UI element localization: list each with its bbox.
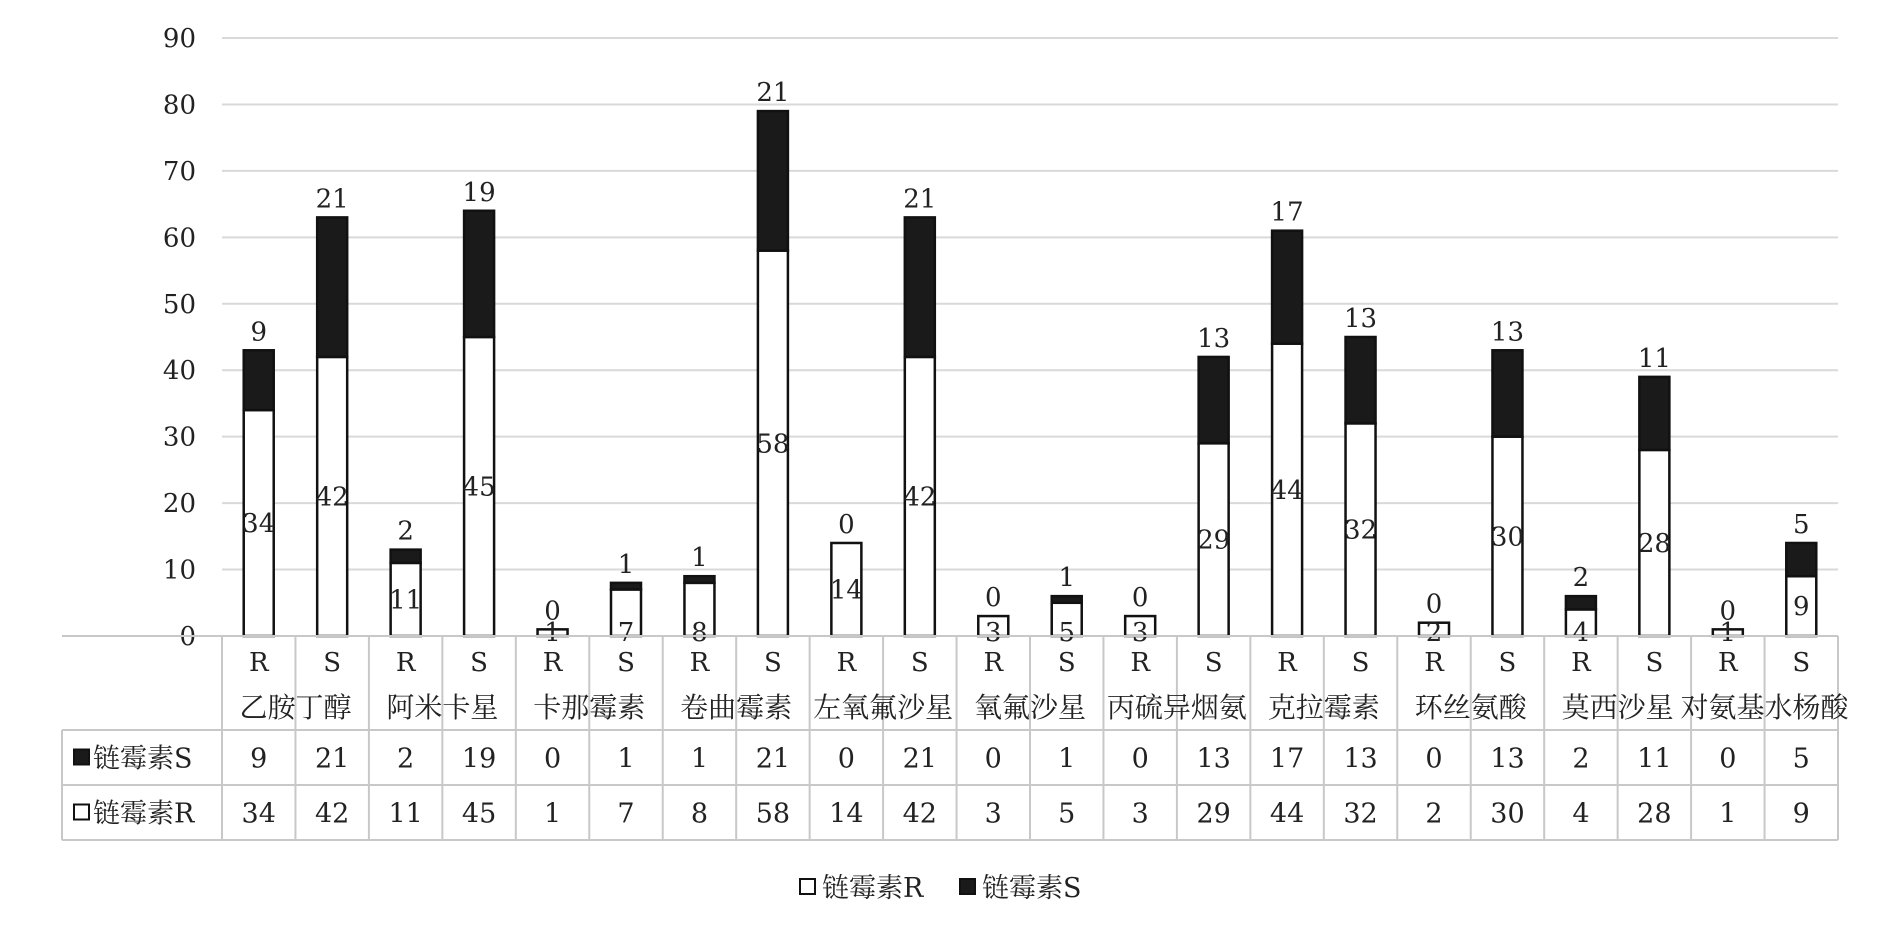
table-cell: 1	[617, 743, 635, 775]
data-label-s: 1	[617, 549, 635, 580]
table-cell: 45	[461, 798, 497, 830]
y-tick-label: 40	[162, 356, 196, 387]
table-cell: 2	[1425, 798, 1443, 830]
table-cell: 42	[902, 798, 937, 830]
table-cell: 58	[755, 798, 791, 830]
bar-segment-s	[611, 583, 641, 590]
data-label-r: 1	[544, 618, 561, 648]
data-label-r: 28	[1637, 528, 1671, 559]
data-label-r: 44	[1270, 475, 1304, 506]
category-label: R	[1130, 648, 1150, 678]
category-label: R	[689, 648, 710, 678]
table-cell: 13	[1343, 743, 1378, 775]
table-cell: 30	[1490, 798, 1525, 830]
bar-segment-s	[391, 550, 421, 563]
category-label: R	[1718, 648, 1738, 678]
y-tick-label: 30	[162, 422, 196, 453]
table-cell: 13	[1196, 743, 1231, 775]
y-tick-label: 70	[162, 156, 196, 187]
table-cell: 11	[1637, 743, 1672, 775]
table-cell: 7	[617, 798, 635, 830]
data-label-r: 42	[315, 482, 349, 513]
data-label-s: 0	[984, 583, 1002, 614]
table-cell: 0	[837, 743, 855, 775]
group-label: 克拉霉素	[1267, 691, 1380, 724]
bar-segment-s	[758, 111, 788, 251]
category-label: S	[1204, 648, 1223, 678]
category-label: S	[617, 648, 635, 678]
legend	[800, 873, 1082, 904]
table-cell: 21	[315, 743, 350, 775]
table-cell: 21	[902, 743, 937, 775]
y-tick-label: 50	[162, 289, 196, 320]
table-cell: 0	[984, 743, 1002, 775]
data-label-s: 13	[1490, 317, 1525, 348]
data-label-r: 29	[1197, 525, 1231, 556]
data-label-r: 1	[1719, 618, 1737, 648]
category-label: S	[1792, 648, 1811, 678]
table-cell: 9	[1792, 798, 1810, 830]
data-table	[62, 636, 1850, 840]
legend-label: 链霉素R	[822, 873, 924, 904]
y-tick-label: 20	[162, 489, 196, 520]
bar-segment-s	[317, 217, 347, 357]
group-label: 阿米卡星	[386, 691, 499, 724]
table-row-label: 链霉素S	[93, 743, 193, 775]
data-label-s: 0	[838, 509, 855, 540]
data-label-r: 9	[1792, 592, 1810, 623]
y-tick-label: 80	[162, 90, 196, 121]
data-label-r: 32	[1343, 515, 1378, 546]
table-cell: 1	[690, 743, 709, 775]
data-label-s: 21	[903, 184, 937, 215]
category-label: R	[836, 648, 857, 678]
data-label-s: 21	[315, 184, 349, 215]
table-cell: 32	[1343, 798, 1378, 830]
bar-segment-s	[1566, 596, 1596, 609]
category-label: R	[983, 648, 1004, 678]
bar-segment-s	[1199, 357, 1229, 443]
data-label-s: 9	[250, 317, 268, 348]
y-tick-label: 90	[162, 24, 196, 54]
data-label-s: 1	[1058, 563, 1076, 594]
table-cell: 0	[1719, 743, 1737, 775]
data-label-s: 21	[756, 78, 790, 109]
data-label-s: 13	[1343, 304, 1378, 334]
table-cell: 9	[250, 743, 268, 775]
table-cell: 44	[1269, 798, 1305, 830]
group-label: 乙胺丁醇	[239, 691, 352, 724]
category-label: S	[1351, 648, 1370, 678]
table-cell: 2	[1572, 743, 1590, 775]
group-label: 卷曲霉素	[680, 691, 793, 724]
y-tick-label: 10	[162, 555, 196, 586]
data-label-r: 45	[462, 472, 496, 503]
table-cell: 0	[543, 743, 562, 775]
data-label-r: 8	[691, 618, 708, 648]
category-label: R	[1277, 648, 1297, 678]
table-legend-key	[74, 805, 89, 820]
data-label-s: 2	[397, 516, 414, 547]
table-cell: 1	[1058, 743, 1076, 775]
bar-segment-s	[1639, 377, 1669, 450]
table-cell: 19	[461, 743, 497, 775]
group-label: 氧氟沙星	[973, 691, 1087, 724]
data-label-s: 1	[691, 543, 708, 574]
table-cell: 5	[1058, 798, 1076, 830]
table-cell: 0	[1425, 743, 1443, 775]
table-cell: 21	[755, 743, 791, 775]
table-cell: 28	[1637, 798, 1672, 830]
table-cell: 8	[690, 798, 709, 830]
category-label: S	[323, 648, 342, 678]
data-label-s: 5	[1792, 509, 1810, 540]
table-legend-key	[74, 750, 89, 765]
table-cell: 2	[397, 743, 415, 775]
category-label: R	[1571, 648, 1591, 678]
data-label-s: 17	[1270, 197, 1304, 228]
legend-swatch	[960, 879, 975, 894]
data-label-r: 58	[756, 429, 790, 460]
category-label: S	[1498, 648, 1517, 678]
data-label-r: 7	[617, 618, 635, 648]
group-label: 环丝氨酸	[1414, 691, 1527, 724]
data-label-r: 34	[242, 509, 276, 540]
data-label-r: 5	[1058, 618, 1076, 648]
bar-segment-s	[1786, 543, 1816, 576]
legend-label: 链霉素S	[982, 873, 1082, 904]
category-label: S	[910, 648, 929, 678]
bar-segment-s	[1272, 231, 1302, 344]
table-cell: 4	[1572, 798, 1590, 830]
data-label-s: 0	[1719, 596, 1737, 627]
data-label-r: 2	[1425, 618, 1443, 648]
y-axis	[163, 24, 196, 652]
category-label: R	[248, 648, 269, 678]
data-label-r: 30	[1490, 522, 1525, 553]
table-cell: 42	[315, 798, 350, 830]
bar-segment-s	[905, 217, 935, 357]
table-cell: 1	[1719, 798, 1737, 830]
category-label: R	[542, 648, 563, 678]
data-label-r: 3	[984, 618, 1002, 648]
table-cell: 1	[543, 798, 562, 830]
group-label: 卡那霉素	[533, 691, 646, 724]
group-label: 莫西沙星	[1561, 691, 1674, 724]
bar-segment-s	[1052, 596, 1082, 603]
bar-segment-s	[684, 576, 714, 583]
data-label-s: 0	[1425, 589, 1443, 620]
group-label: 丙硫异烟氨	[1106, 691, 1247, 724]
category-label: R	[395, 648, 416, 678]
table-cell: 5	[1792, 743, 1810, 775]
data-label-s: 13	[1197, 323, 1231, 354]
group-label: 对氨基水杨酸	[1680, 691, 1849, 724]
bar-segment-s	[1346, 337, 1376, 423]
category-label: R	[1424, 648, 1444, 678]
data-label-r: 11	[389, 585, 423, 616]
data-label-r: 3	[1131, 618, 1149, 648]
data-label-s: 0	[544, 596, 561, 627]
data-label-r: 14	[829, 575, 863, 606]
table-cell: 29	[1196, 798, 1231, 830]
table-cell: 11	[388, 798, 423, 830]
data-label-s: 2	[1572, 563, 1590, 594]
table-cell: 3	[984, 798, 1002, 830]
y-tick-label: 0	[179, 622, 196, 652]
bar-segment-s	[244, 350, 274, 410]
bar-segment-s	[464, 211, 494, 337]
table-cell: 0	[1131, 743, 1149, 775]
table-cell: 13	[1490, 743, 1525, 775]
table-row-label: 链霉素R	[93, 798, 195, 830]
data-label-r: 42	[903, 482, 937, 513]
y-tick-label: 60	[162, 223, 196, 254]
data-label-s: 19	[462, 177, 496, 208]
bar-segment-s	[1492, 350, 1522, 436]
data-label-s: 0	[1131, 583, 1149, 614]
category-label: S	[1645, 648, 1664, 678]
data-label-s: 11	[1637, 343, 1671, 374]
category-label: S	[470, 648, 488, 678]
table-cell: 34	[241, 798, 276, 830]
legend-swatch	[800, 879, 815, 894]
table-cell: 17	[1269, 743, 1305, 775]
category-label: S	[1057, 648, 1076, 678]
category-label: S	[764, 648, 782, 678]
data-label-r: 4	[1572, 618, 1590, 648]
table-cell: 3	[1131, 798, 1149, 830]
table-cell: 14	[829, 798, 864, 830]
group-label: 左氧氟沙星	[813, 691, 954, 724]
